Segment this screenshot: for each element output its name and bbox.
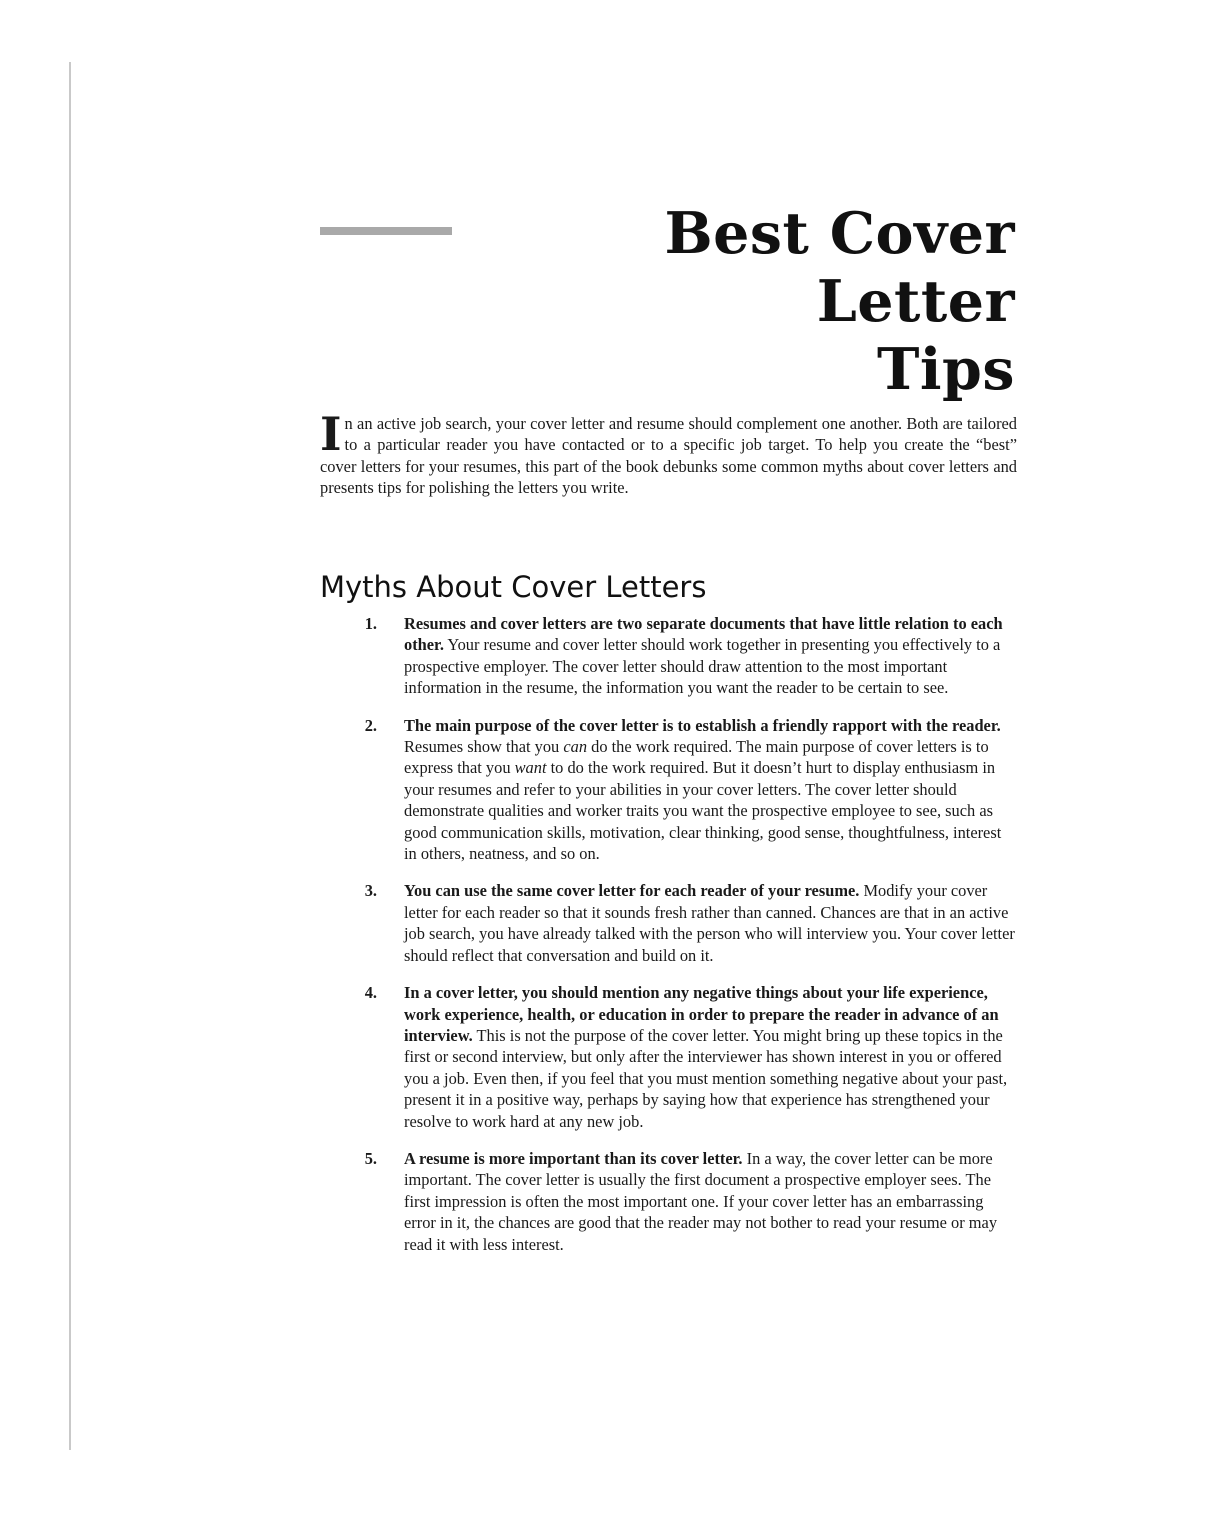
myth-text (404, 982, 1016, 1132)
myth-text (404, 613, 1016, 699)
intro-text: n an active job search, your cover letter and resume should complement one another. Both are tailored to a particular reader you have contacted or to a specific job target. To help you create the “best” cover letters for your resumes, this part of the book debunks some common myths about cover letters and presents tips for polishing the letters you write. (320, 414, 1017, 498)
myth-lead: The main purpose of the cover letter is to establish a friendly rapport with the reader. (404, 715, 1001, 735)
myth-item (320, 613, 1020, 699)
page-margin-rule (69, 62, 71, 1450)
title-rule (320, 227, 452, 235)
myth-body: to do the work required. But it doesn’t hurt to display enthusiasm in your resumes and refer to your abilities in your cover letters. The cover letter should demonstrate qualities and worker traits you want the prospective employee to see, such as good communication skills, motivation, clear thinking, good sense, thoughtfulness, interest in others, neatness, and so on. (404, 758, 1002, 864)
section-heading: Myths About Cover Letters (320, 570, 707, 604)
myth-item (320, 880, 1020, 966)
page-title-line-1: Best Cover Letter (664, 200, 1015, 335)
myth-lead: A resume is more important than its cover letter. (404, 1148, 743, 1168)
myth-body: In a way, the cover letter can be more important. The cover letter is usually the first document a prospective employer sees. The first impression is often the most important one. If your cover letter has an embarrassing error in it, the chances are good that the reader may not bother to read your resume or may read it with less interest. (404, 1148, 998, 1254)
myth-text (404, 1148, 1016, 1255)
myth-text (404, 715, 1016, 865)
myth-body: Your resume and cover letter should work together in presenting you effectively to a prospective employer. The cover letter should draw attention to the most important information in the resume, the information you want the reader to be certain to see. (404, 635, 1001, 698)
myth-number: 4. (364, 983, 377, 1003)
myth-body: This is not the purpose of the cover letter. You might bring up these topics in the first or second interview, but only after the interviewer has shown interest in you or offered you a job. Even then, if you feel that you must mention something negative about your past, present it in a positive way, perhaps by saying how that experience has strengthened your resolve to work hard at any new job. (404, 1025, 1008, 1131)
drop-cap: I (320, 407, 342, 461)
myth-body: do the work required. The main purpose of cover letters is to express that you (404, 737, 989, 778)
myth-item (320, 715, 1020, 865)
myth-body: Modify your cover letter for each reader so that it sounds fresh rather than canned. Chances are that in an active job search, you have already talked with the person who will interview you. Your cover letter should reflect that conversation and build on it. (404, 881, 1015, 965)
myth-number: 5. (364, 1148, 377, 1168)
myth-body: Resumes show that you (404, 737, 564, 757)
myth-emphasis: want (514, 758, 547, 778)
myth-item (320, 982, 1020, 1132)
myth-number: 2. (364, 715, 377, 735)
myth-number: 1. (364, 614, 377, 633)
myth-item (320, 1148, 1020, 1255)
myth-emphasis: can (563, 737, 588, 757)
myth-lead: Resumes and cover letters are two separate documents that have little relation to each other. (404, 614, 1003, 655)
intro-paragraph (320, 407, 1017, 499)
myth-text (404, 880, 1016, 966)
myths-list (320, 613, 1020, 1271)
myth-lead: In a cover letter, you should mention any negative things about your life experience, work experience, health, or education in order to prepare the reader in advance of an interview. (404, 983, 999, 1045)
myth-lead: You can use the same cover letter for each reader of your resume. (404, 881, 860, 901)
page-title-line-2: Tips (876, 336, 1015, 403)
page-title (455, 200, 1015, 404)
myth-number: 3. (364, 881, 377, 901)
